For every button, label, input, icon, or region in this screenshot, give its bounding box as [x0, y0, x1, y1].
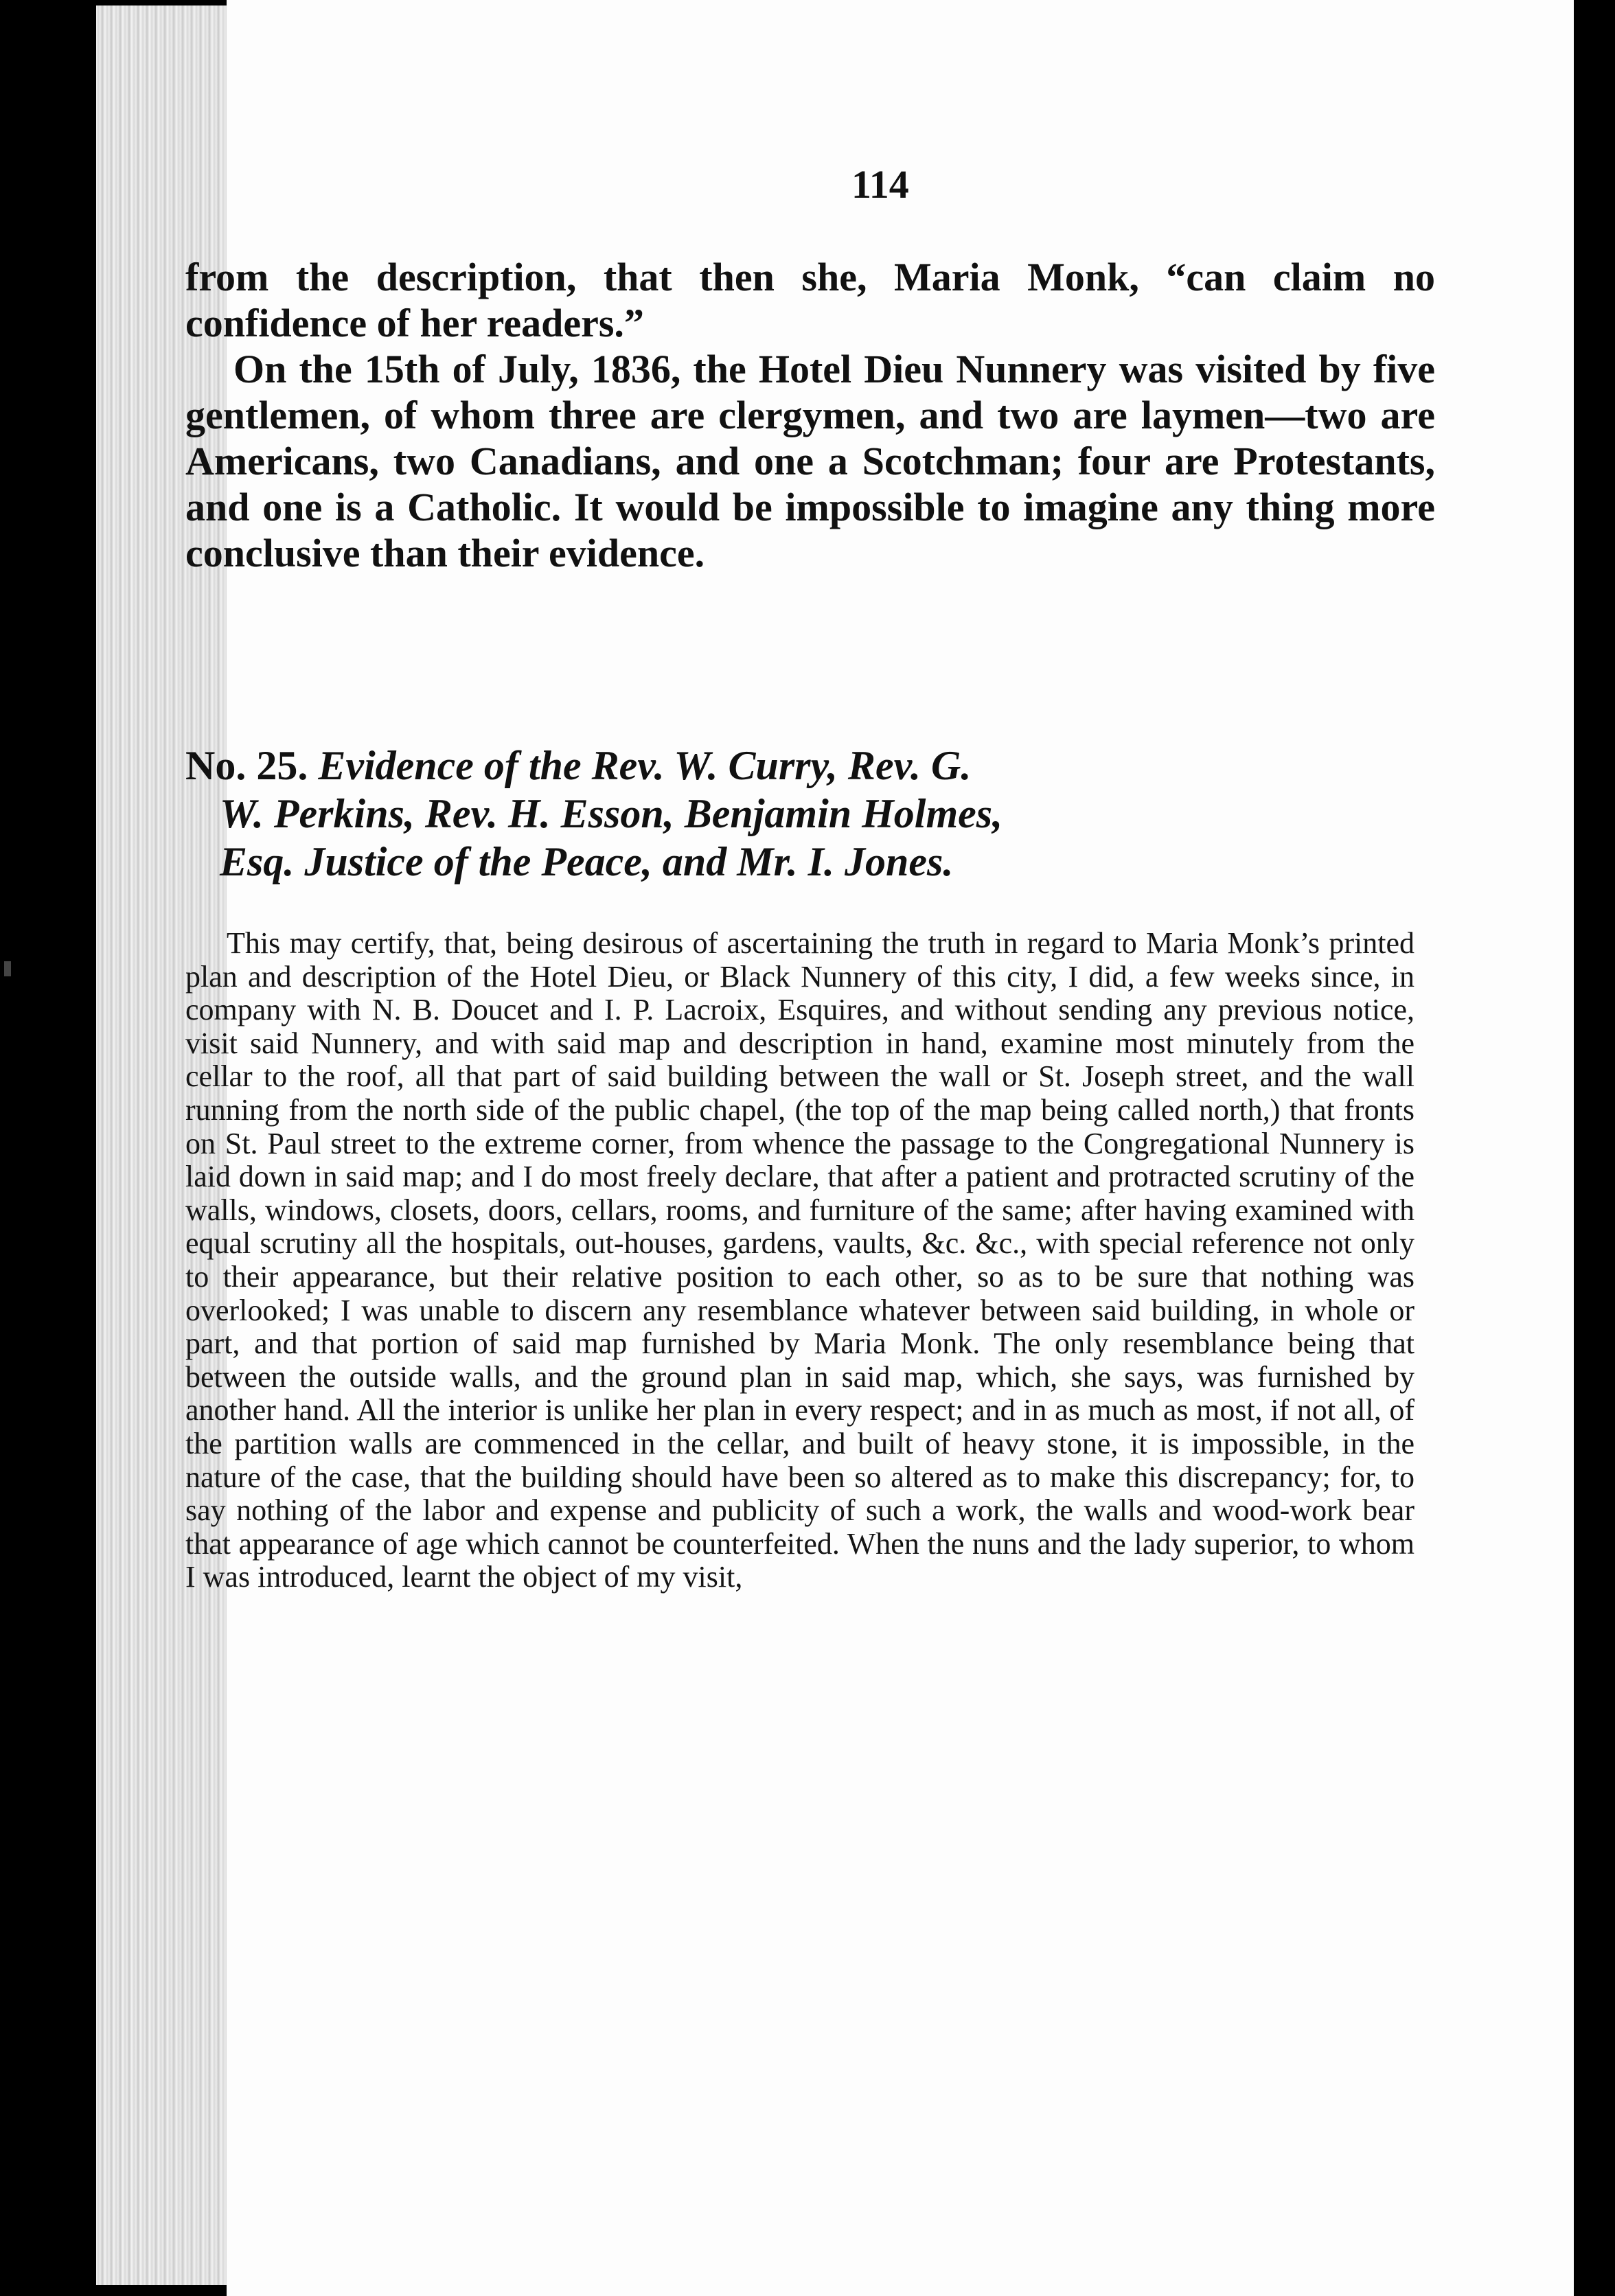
section-title-line2: W. Perkins, Rev. H. Esson, Benjamin Holmes, — [220, 791, 1003, 836]
section-heading — [185, 742, 1435, 886]
section-title-line1: Evidence of the Rev. W. Curry, Rev. G. — [318, 743, 972, 788]
facing-page-shadow — [1574, 0, 1615, 2296]
page-number: 114 — [851, 162, 909, 207]
certificate-text: This may certify, that, being desirous of ascertaining the truth in regard to Maria Monk’s printed plan and description of the Hotel Dieu, or Black Nunnery of this city, I did, a few weeks since, in company with N. B. Doucet and I. P. Lacroix, Esquires, and without sending any previous notice, visit said Nunnery, and with said map and description in hand, examine most minutely from the cellar to the roof, all that part of said building between the wall or St. Joseph street, and the wall running from the north side of the public chapel, (the top of the map being called north,) that fronts on St. Paul street to the extreme corner, from whence the passage to the Congregational Nunnery is laid down in said map; and I do most freely declare, that after a patient and protracted scrutiny of the walls, windows, closets, doors, cellars, rooms, and furniture of the same; after having examined with equal scrutiny all the hospitals, out-houses, gardens, vaults, &c. &c., with special reference not only to their appearance, but their relative position to each other, so as to be sure that nothing was overlooked; I was unable to discern any resemblance whatever between said building, in whole or part, and that portion of said map furnished by Maria Monk. The only resemblance being that between the outside walls, and the ground plan in said map, which, she says, was furnished by another hand. All the interior is unlike her plan in every respect; and in as much as most, if not all, of the partition walls are commenced in the cellar, and built of heavy stone, it is impossible, in the nature of the case, that the building should have been so altered as to make this discrepancy; for, to say nothing of the labor and expense and publicity of such a work, the walls and wood-work bear that appearance of age which cannot be counterfeited. When the nuns and the lady superior, to whom I was introduced, learnt the object of my visit, — [185, 926, 1414, 1594]
section-title-line3: Esq. Justice of the Peace, and Mr. I. Jones. — [220, 839, 954, 884]
opening-text — [185, 254, 1435, 576]
scan-edge-mark — [4, 961, 11, 976]
paragraph-continuation: from the description, that then she, Maria Monk, “can claim no confidence of her readers.” — [185, 255, 1435, 345]
section-number: No. 25. — [185, 743, 308, 788]
paragraph-visit: On the 15th of July, 1836, the Hotel Dieu Nunnery was visited by five gentlemen, of whom three are clergymen, and two are laymen—two are Americans, two Canadians, and one a Scotchman; four are Protestants, and one is a Catholic. It would be impossible to imagine any thing more conclusive than their evidence. — [185, 347, 1435, 575]
